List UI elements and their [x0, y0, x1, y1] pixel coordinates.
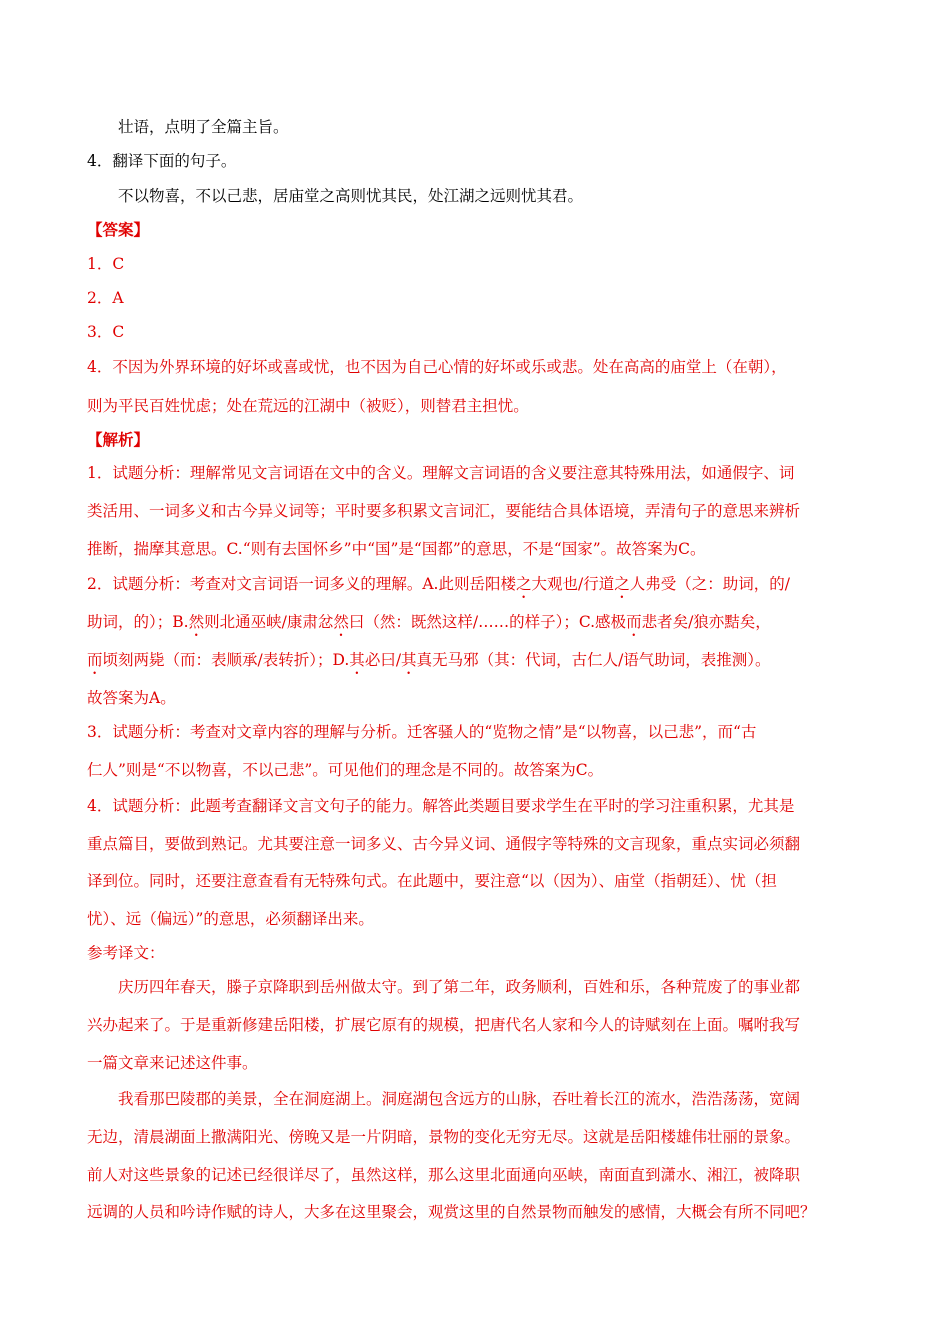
- analysis-4-line-3: 译到位。同时，还要注意查看有无特殊句式。在此题中，要注意“以（因为）、庙堂（指朝廷）、忧（担: [87, 872, 777, 890]
- translation-2-line-3: 前人对这些景象的记述已经很详尽了，虽然这样，那么这里北面通向巫峡，南面直到潇水、湘江，被降职: [87, 1166, 801, 1184]
- analysis-2-line-1: [87, 574, 877, 602]
- translation-2-line-1: 我看那巴陵郡的美景，全在洞庭湖上。洞庭湖包含远方的山脉，吞吐着长江的流水，浩浩荡荡，宽阔: [118, 1090, 801, 1108]
- emphasized-char: 之: [515, 575, 532, 593]
- translation-1-line-2: 兴办起来了。于是重新修建岳阳楼，扩展它原有的规模，把唐代名人家和今人的诗赋刻在上面。嘱咐我写: [87, 1016, 801, 1034]
- translation-header: 参考译文：: [87, 944, 165, 962]
- text-segment: 则北通巫峡/康肃忿: [204, 613, 334, 631]
- analysis-2-line-3: [87, 650, 877, 678]
- question-4-sentence: 不以物喜，不以己悲，居庙堂之高则忧其民，处江湖之远则忧其君。: [118, 187, 584, 205]
- analysis-4-line-2: 重点篇目，要做到熟记。尤其要注意一词多义、古今异义词、通假字等特殊的文言现象，重点实词必须翻: [87, 835, 801, 853]
- analysis-3-line-1: 3．试题分析：考查对文章内容的理解与分析。迁客骚人的“览物之情”是“以物喜，以己悲”，而“古: [87, 723, 757, 741]
- text-segment: 真无马邪（其：代词，古仁人/语气助词，表推测）。: [416, 651, 771, 669]
- text-segment: 必曰/: [364, 651, 402, 669]
- answer-1: 1．C: [87, 255, 125, 273]
- analysis-4-line-4: 忧）、远（偏远）”的意思，必须翻译出来。: [87, 910, 374, 928]
- emphasized-char: 而: [87, 651, 103, 669]
- text-segment: 人弗受（之：助词，的/: [629, 575, 790, 593]
- text-segment: 悲者矣/狼亦黠矣，: [641, 613, 771, 631]
- analysis-header: 【解析】: [87, 430, 150, 449]
- analysis-1-line-3: 推断，揣摩其意思。C.“则有去国怀乡”中“国”是“国都”的意思，不是“国家”。故答案为C。: [87, 540, 706, 558]
- analysis-4-line-1: 4．试题分析：此题考查翻译文言文句子的能力。解答此类题目要求学生在平时的学习注重积累，尤其是: [87, 797, 795, 815]
- emphasized-char: 之: [614, 575, 630, 593]
- answer-4-line-2: 则为平民百姓忧虑；处在荒远的江湖中（被贬），则替君主担忧。: [87, 397, 529, 415]
- emphasized-char: 其: [349, 651, 365, 669]
- emphasized-char: 而: [626, 613, 642, 631]
- previous-text-tail: 壮语，点明了全篇主旨。: [118, 118, 289, 136]
- translation-2-line-2: 无边，清晨湖面上撒满阳光、傍晚又是一片阴暗，景物的变化无穷无尽。这就是岳阳楼雄伟壮丽的景象。: [87, 1128, 801, 1146]
- answer-2: 2．A: [87, 289, 124, 307]
- answer-3: 3．C: [87, 323, 125, 341]
- text-segment: 顷刻两毙（而：表顺承/表转折）；D.: [102, 651, 350, 669]
- emphasized-char: 其: [401, 651, 417, 669]
- translation-2-line-4: 远调的人员和吟诗作赋的诗人，大多在这里聚会，观赏这里的自然景物而触发的感情，大概会有所不同吧？: [87, 1203, 816, 1221]
- emphasized-char: 然: [333, 613, 349, 631]
- text-segment: 曰（然：既然这样/……的样子）；C.感极: [348, 613, 627, 631]
- text-segment: 大观也/行道: [531, 575, 615, 593]
- analysis-2-line-4: 故答案为A。: [87, 689, 176, 707]
- text-segment: 2．试题分析：考查对文言词语一词多义的理解。A.此则岳阳楼: [87, 575, 516, 593]
- translation-1-line-1: 庆历四年春天，滕子京降职到岳州做太守。到了第二年，政务顺利，百姓和乐，各种荒废了的事业都: [118, 978, 801, 996]
- emphasized-char: 然: [188, 613, 205, 631]
- analysis-1-line-2: 类活用、一词多义和古今异义词等；平时要多积累文言词汇，要能结合具体语境，弄清句子的意思来辨析: [87, 502, 801, 520]
- answer-header: 【答案】: [87, 220, 150, 239]
- text-segment: 助词，的）；B.: [87, 613, 189, 631]
- analysis-2-line-2: [87, 612, 877, 640]
- answer-4-line-1: 4．不因为外界环境的好坏或喜或忧，也不因为自己心情的好坏或乐或悲。处在高高的庙堂上（在朝），: [87, 358, 787, 376]
- translation-1-line-3: 一篇文章来记述这件事。: [87, 1054, 258, 1072]
- analysis-3-line-2: 仁人”则是“不以物喜，不以己悲”。可见他们的理念是不同的。故答案为C。: [87, 761, 604, 779]
- analysis-1-line-1: 1．试题分析：理解常见文言词语在文中的含义。理解文言词语的含义要注意其特殊用法，如通假字、词: [87, 464, 795, 482]
- question-4-title: 4．翻译下面的句子。: [87, 152, 237, 170]
